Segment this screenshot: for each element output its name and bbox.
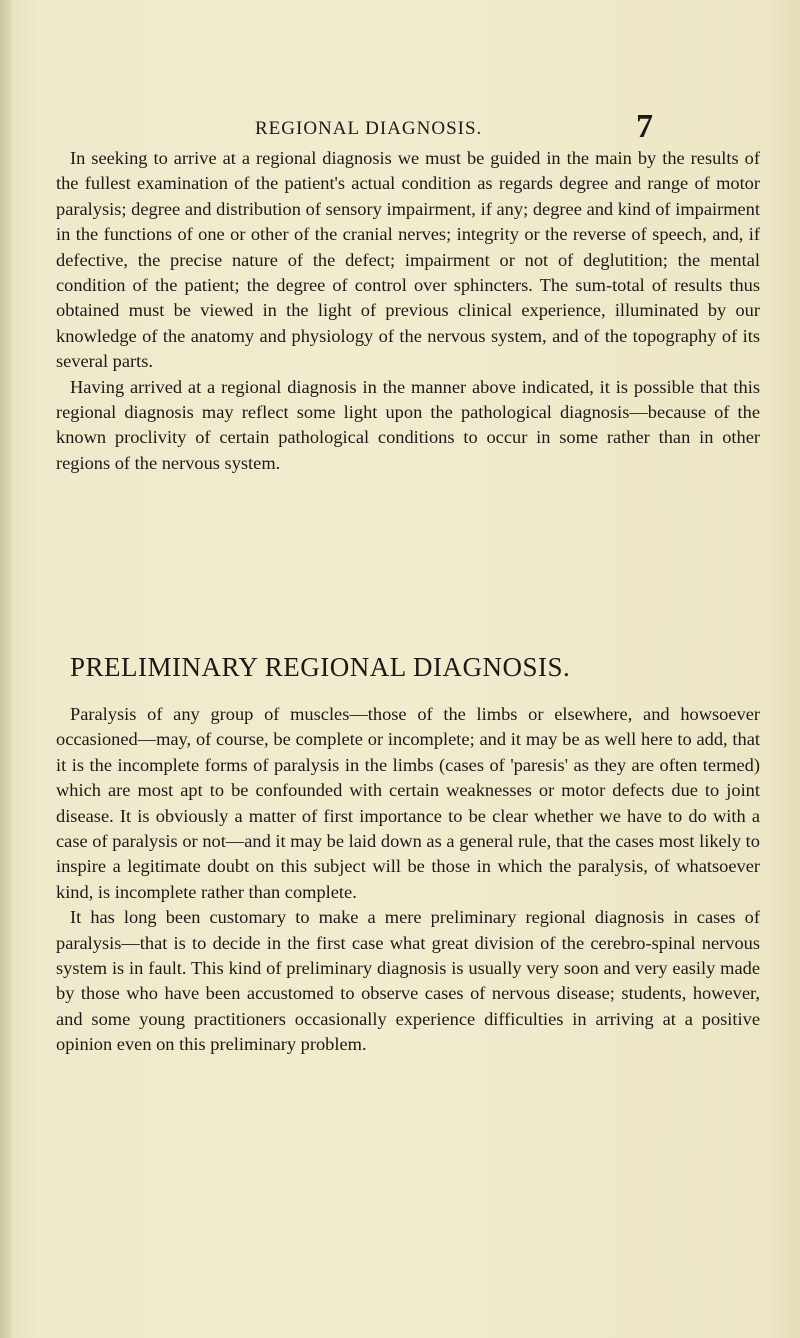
body-text-bottom — [56, 702, 760, 1058]
body-text-top — [56, 146, 760, 476]
paragraph: It has long been customary to make a mere preliminary regional diagnosis in cases of paralysis—that is to decide in the first case what great division of the cerebro-spinal nervous system is in fault. This kind of preliminary diagnosis is usually very soon and very easily made by those who have been accustomed to observe cases of nervous disease; students, however, and some young practitioners occasionally experience difficulties in arriving at a positive opinion even on this preliminary problem. — [56, 907, 760, 1055]
page-gutter-shadow — [0, 0, 14, 1338]
running-head: REGIONAL DIAGNOSIS. — [255, 118, 483, 139]
section-heading: PRELIMINARY REGIONAL DIAGNOSIS. — [70, 652, 571, 682]
paragraph: Having arrived at a regional diagnosis in the manner above indicated, it is possible that this regional diagnosis may reflect some light upon the pathological diagnosis—because of the known proclivity of certain pathological conditions to occur in some rather than in other regions of the nervous system. — [56, 376, 760, 473]
paragraph: In seeking to arrive at a regional diagnosis we must be guided in the main by the results of the fullest examination of the patient's actual condition as regards degree and range of motor paralysis; degree and distribution of sensory impairment, if any; degree and kind of impairment in the functions of one or other of the cranial nerves; integrity or the reverse of speech, and, if defective, the precise nature of the defect; impairment or not of deglutition; the mental condition of the patient; the degree of control over sphincters. The sum-total of results thus obtained must be viewed in the light of previous clinical experience, illuminated by our knowledge of the anatomy and physiology of the nervous system, and of the topography of its several parts. — [56, 148, 760, 372]
paragraph: Paralysis of any group of muscles—those of the limbs or elsewhere, and howsoever occasioned—may, of course, be complete or incomplete; and it may be as well here to add, that it is the incomplete forms of paralysis in the limbs (cases of 'paresis' as they are often termed) which are most apt to be confounded with certain weaknesses or motor defects due to joint disease. It is obviously a matter of first importance to be clear whether we have to do with a case of paralysis or not—and it may be laid down as a general rule, that the cases most likely to inspire a legitimate doubt on this subject will be those in which the paralysis, of whatsoever kind, is incomplete rather than complete. — [56, 704, 760, 902]
page-number: 7 — [636, 108, 653, 145]
